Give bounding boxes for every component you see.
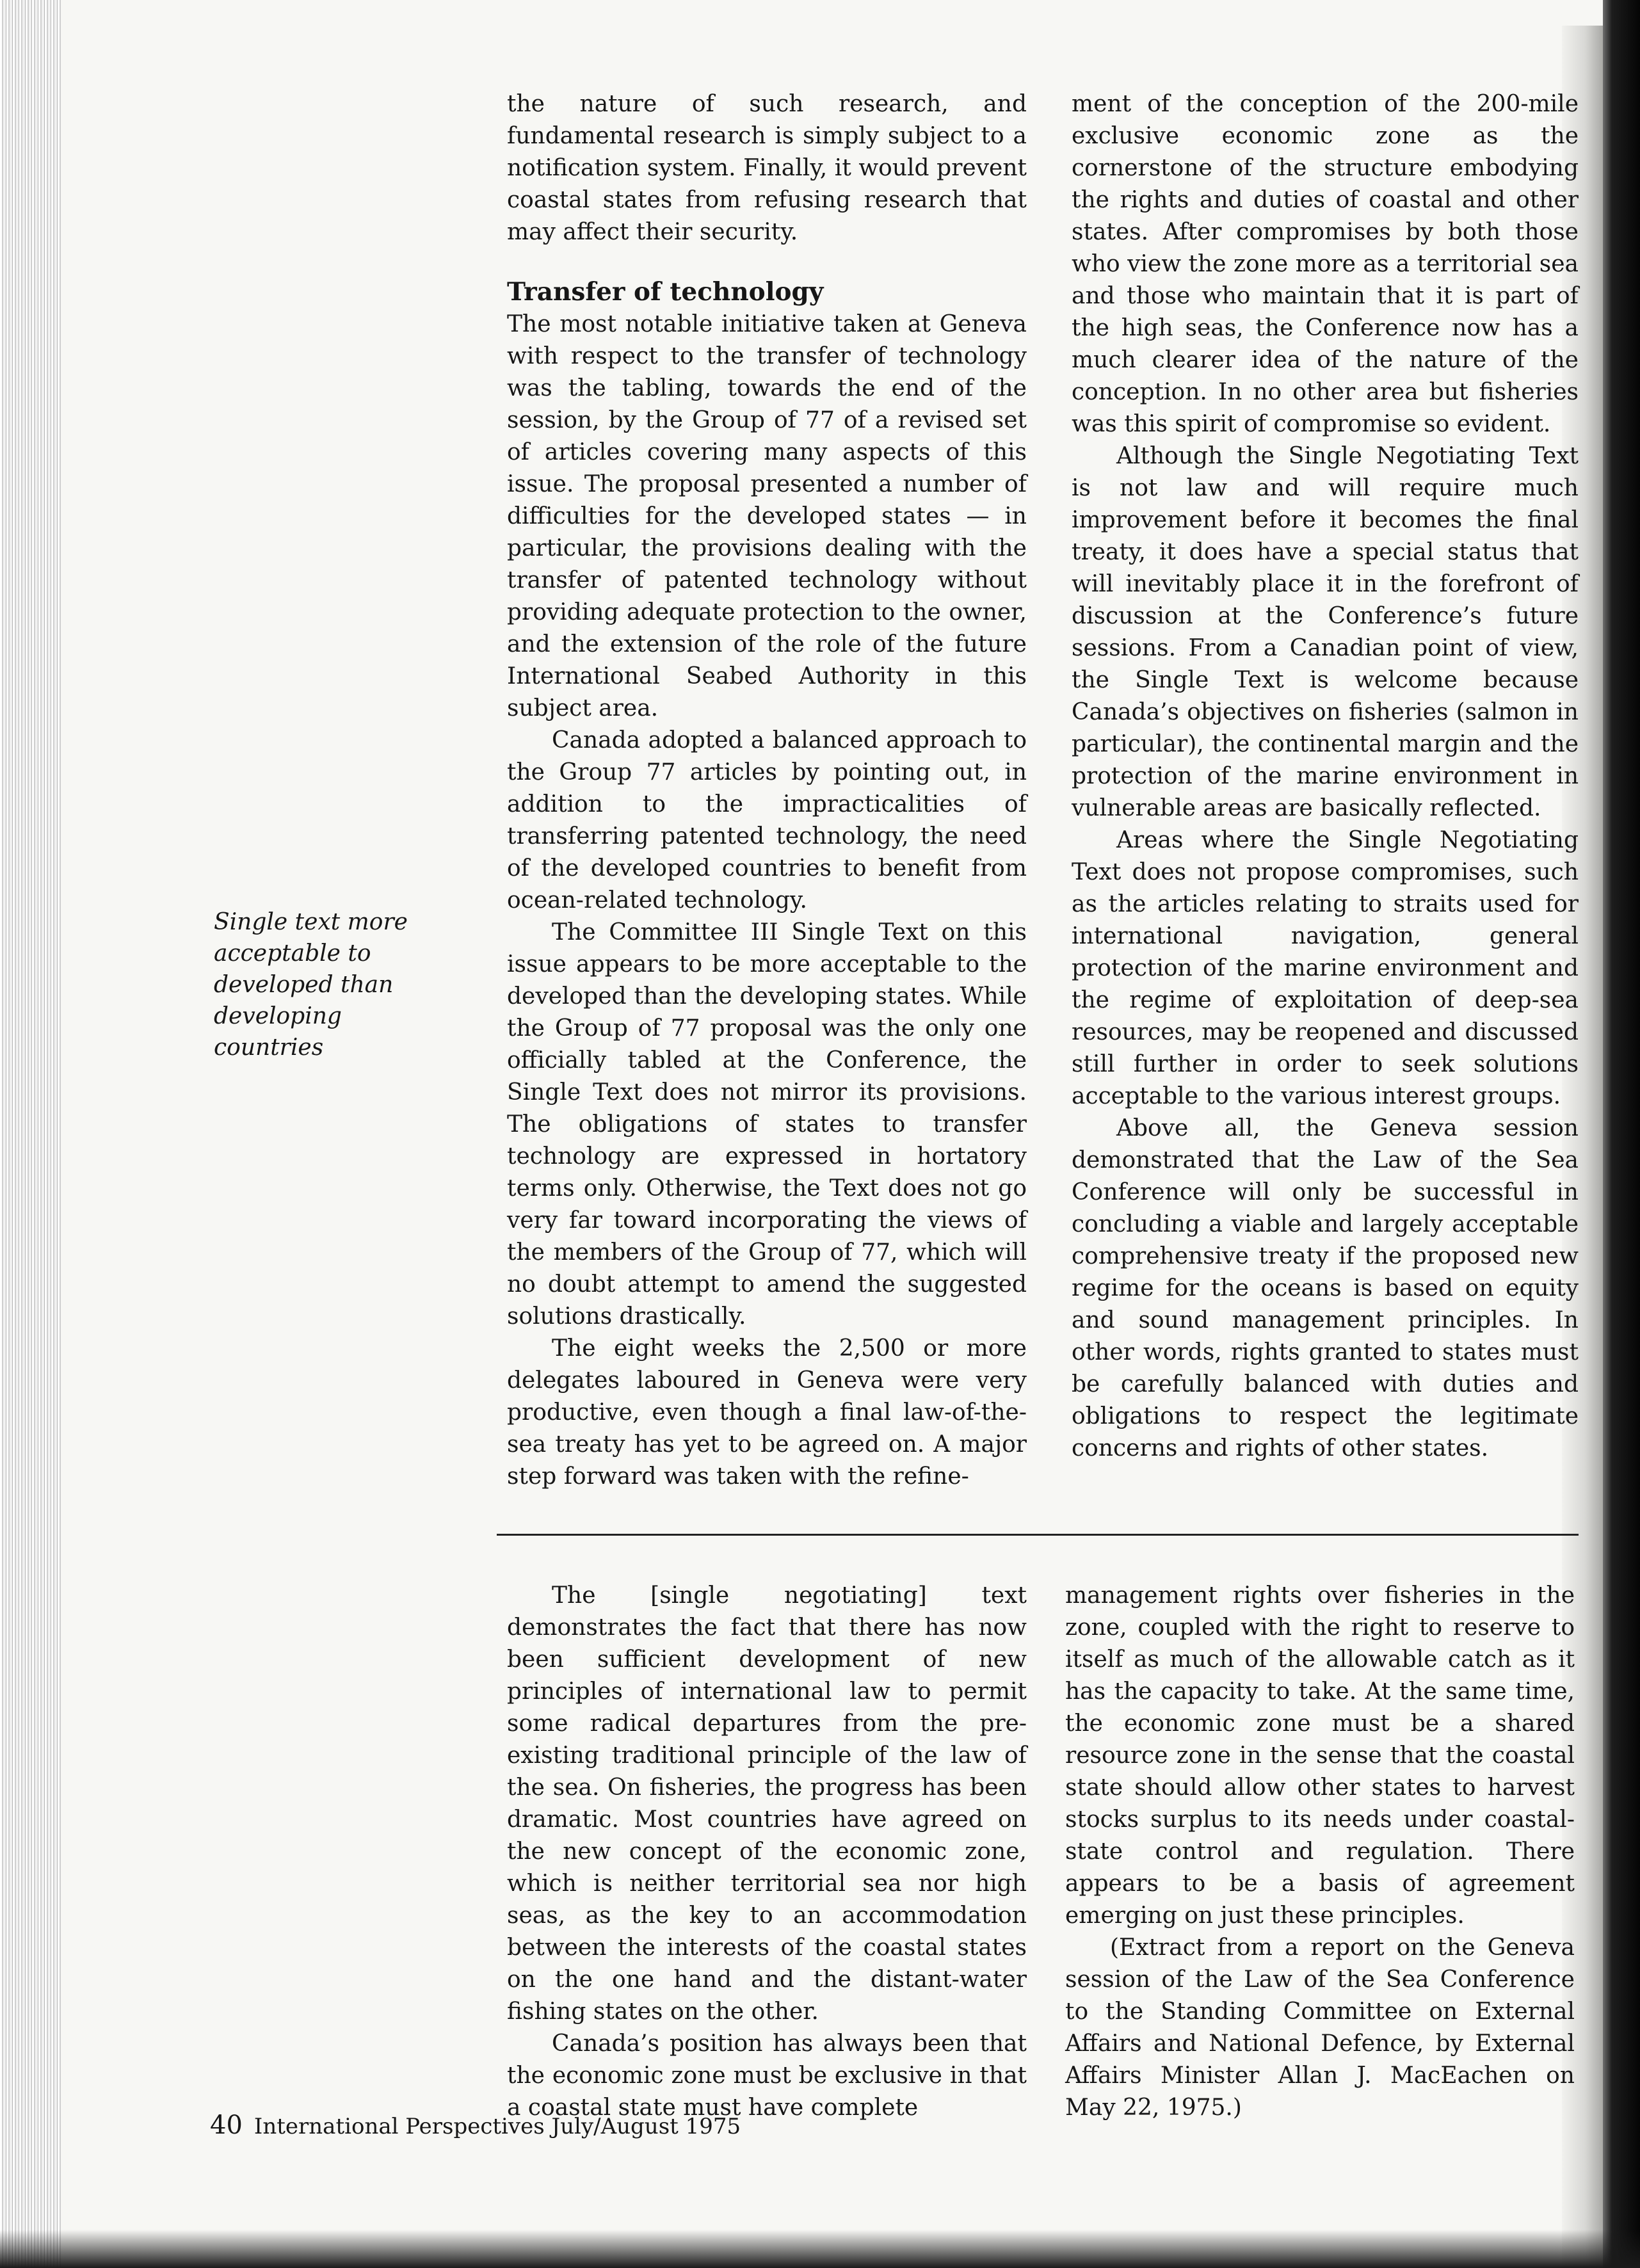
paragraph: Above all, the Geneva session demonstrated that the Law of the Sea Conference will only be successful in concluding a viable and largely acceptable comprehensive treaty if the proposed new regime for the oceans is based on equity and sound management principles. In other words, rights granted to states must be carefully balanced with duties and obligations to respect the legitimate concerns and rights of other states. [1072,1115,1579,1461]
extract-column-2 [1065,1580,1575,2124]
bottom-shadow [0,2230,1640,2268]
paragraph: The eight weeks the 2,500 or more delegates laboured in Geneva were very productive, even though a final law-of-the-sea treaty has yet to be agreed on. A major step forward was taken with the refine- [507,1335,1027,1490]
paragraph-continued: the nature of such research, and fundamental research is simply subject to a notification system. Finally, it would prevent coastal states from refusing research that may affect their security. [507,91,1027,245]
paragraph: Although the Single Negotiating Text is not law and will require much improvement before it becomes the final treaty, it does have a special status that will inevitably place it in the forefront of discussion at the Conference’s future sessions. From a Canadian point of view, the Single Text is welcome because Canada’s objectives on fisheries (salmon in particular), the continental margin and the protection of the marine environment in vulnerable areas are basically reflected. [1072,443,1579,821]
paragraph: Areas where the Single Negotiating Text does not propose compromises, such as the articles relating to straits used for international navigation, general protection of the marine environment and the regime of exploitation of deep-sea resources, may be reopened and discussed still further in order to seek solutions acceptable to the various interest groups. [1072,827,1579,1109]
right-page-edge [1603,0,1640,2268]
paragraph-continued: management rights over fisheries in the zone, coupled with the right to reserve to itself as much of the allowable catch as it has the capacity to take. At the same time, the economic zone must be a shared resource zone in the sense that the coastal state should allow other states to harvest stocks surplus to its needs under coastal-state control and regulation. There appears to be a basis of agreement emerging on just these principles. [1065,1582,1575,1929]
article-column-2 [1072,88,1579,1465]
extract-column-1 [507,1580,1027,2124]
paragraph: The Committee III Single Text on this issue appears to be more acceptable to the developed than the developing states. While the Group of 77 proposal was the only one officially tabled at the Conference, the Single Text does not mirror its provisions. The obligations of states to transfer technology are expressed in hortatory terms only. Otherwise, the Text does not go very far toward incorporating the views of the members of the Group of 77, which will no doubt attempt to amend the suggested solutions drastically. [507,919,1027,1330]
left-page-edge [0,0,61,2268]
section-divider [497,1534,1579,1536]
paragraph: Canada’s position has always been that the economic zone must be exclusive in that a coastal state must have complete [507,2031,1027,2121]
paragraph: The [single negotiating] text demonstrates the fact that there has now been sufficient development of new principles of international law to permit some radical departures from the pre-existing traditional principle of the law of the sea. On fisheries, the progress has been dramatic. Most countries have agreed on the new concept of the economic zone, which is neither territorial sea nor high seas, as the key to an accommodation between the interests of the coastal states on the one hand and the distant-water fishing states on the other. [507,1582,1027,2025]
margin-note: Single text more acceptable to developed than developing countries [214,909,408,1061]
section-heading: Transfer of technology [507,277,824,307]
publication-line: International Perspectives July/August 1975 [253,2114,741,2139]
article-column-1 [507,88,1027,1493]
source-note: (Extract from a report on the Geneva session of the Law of the Sea Conference to the Standing Committee on External Affairs and National Defence, by External Affairs Minister Allan J. MacEachen on May 22, 1975.) [1065,1934,1575,2121]
paragraph: The most notable initiative taken at Geneva with respect to the transfer of technology was the tabling, towards the end of the session, by the Group of 77 of a revised set of articles covering many aspects of this issue. The proposal presented a number of difficulties for the developed states — in particular, the provisions dealing with the transfer of patented technology without providing adequate protection to the owner, and the extension of the role of the future International Seabed Authority in this subject area. [507,311,1027,721]
page-number: 40 [210,2111,243,2140]
paragraph-continued: ment of the conception of the 200-mile exclusive economic zone as the cornerstone of the structure embodying the rights and duties of coastal and other states. After compromises by both those who view the zone more as a territorial sea and those who maintain that it is part of the high seas, the Conference now has a much clearer idea of the nature of the conception. In no other area but fisheries was this spirit of compromise so evident. [1072,91,1579,437]
page-footer [210,2111,741,2141]
paragraph: Canada adopted a balanced approach to the Group 77 articles by pointing out, in addition to the impracticalities of transferring patented technology, the need of the developed countries to benefit from ocean-related technology. [507,727,1027,913]
